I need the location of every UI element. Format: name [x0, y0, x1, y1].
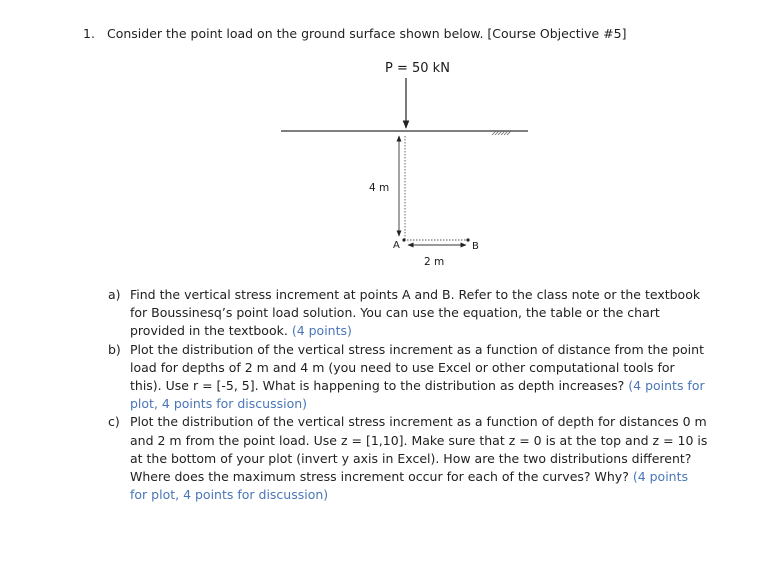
distance-label: 2 m — [424, 256, 445, 268]
part-text: Plot the distribution of the vertical stress increment as a function of distance from the point load for depths of 2 m and 4 m (you need to use Excel or other computational tools for this). Use r = [-5, 5]. What is happening to the distribution as depth increases? — [130, 341, 704, 394]
part-letter: a) — [108, 287, 121, 302]
point-load-figure — [0, 0, 764, 280]
depth-label: 4 m — [369, 182, 390, 194]
point-b-marker — [466, 238, 469, 241]
part-body — [130, 341, 708, 414]
part-text: Find the vertical stress increment at points A and B. Refer to the class note or the textbook for Boussinesq’s point load solution. You can use the equation, the table or the chart provided in the textbook. — [130, 287, 701, 339]
part-c — [108, 413, 708, 504]
point-b-label: B — [472, 241, 479, 252]
part-a — [108, 286, 708, 341]
question-text: Consider the point load on the ground surface shown below. [Course Objective #5] — [107, 26, 627, 41]
part-letter: c) — [108, 414, 120, 430]
question-number: 1. — [83, 26, 95, 41]
question-parts — [108, 286, 708, 504]
part-text: Plot the distribution of the vertical stress increment as a function of depth for distances 0 m and 2 m from the point load. Use z = [1,10]. Make sure that z = 0 is at the top and z = 10 is at the bottom of your plot (invert y axis in Excel). How are the two distributions different? Where does the maximum stress increment occur for each of the curves? Why? — [130, 414, 708, 485]
part-points: (4 points for plot, 4 points for discussion) — [130, 378, 705, 412]
part-points: (4 points) — [291, 323, 352, 339]
part-b — [108, 341, 708, 414]
point-a-marker — [402, 238, 405, 241]
part-letter: b) — [108, 341, 121, 357]
load-label: P = 50 kN — [385, 61, 450, 76]
part-points: (4 points for plot, 4 points for discussion) — [130, 469, 689, 503]
point-a-label: A — [393, 240, 400, 251]
part-body — [130, 286, 708, 341]
part-body — [130, 413, 708, 504]
